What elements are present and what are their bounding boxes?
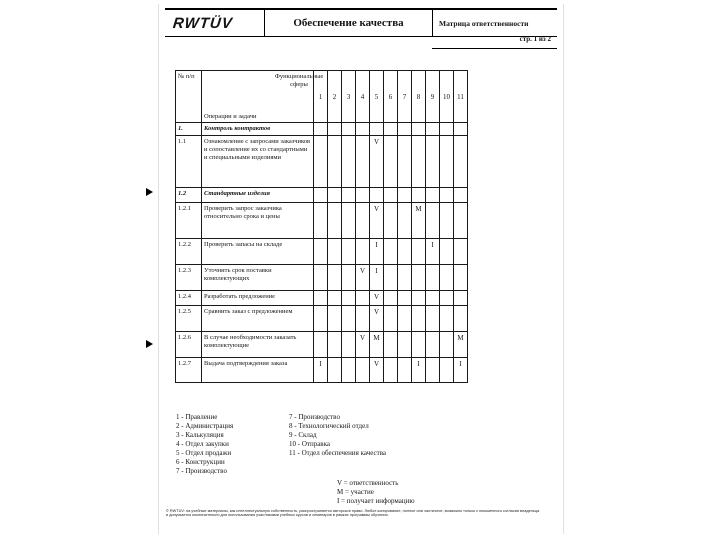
column-number-header: 7 [398,71,412,123]
matrix-cell [398,188,412,203]
matrix-cell [342,123,356,136]
matrix-cell: M [370,332,384,358]
legend-item: 6 - Конструкции [176,458,225,466]
matrix-cell: V [370,203,384,239]
matrix-cell [314,203,328,239]
task-label: Проверить запасы на складе [202,239,314,265]
matrix-cell [440,203,454,239]
column-number-header: 1 [314,71,328,123]
matrix-cell [356,203,370,239]
matrix-cell: M [412,203,426,239]
document-title: Обеспечение качества [293,17,404,29]
matrix-cell: I [314,358,328,383]
column-number-header: 10 [440,71,454,123]
matrix-cell [328,265,342,291]
matrix-cell [314,306,328,332]
responsibility-matrix [175,70,468,383]
table-row [176,265,468,291]
matrix-cell [342,188,356,203]
legend-item: 7 - Производство [176,467,227,475]
fine-print-line: и допускается исключительно для использования участниками учебных курсов и семинаров в рамках программы обучения. [166,513,389,518]
matrix-cell [342,136,356,188]
matrix-cell [440,265,454,291]
legend-item: 3 - Калькуляция [176,431,224,439]
matrix-cell [342,291,356,306]
margin-marker-icon [146,188,153,196]
task-label: Проверить запрос заказчика относительно срока и цены [202,203,314,239]
matrix-cell [440,358,454,383]
matrix-cell [440,136,454,188]
task-label: Контроль контрактов [202,123,314,136]
column-number-header: 9 [426,71,440,123]
matrix-cell [454,188,468,203]
table-row [176,306,468,332]
mark-legend-item: M = участие [337,488,374,496]
matrix-cell [384,188,398,203]
row-number: 1.2.3 [176,265,202,291]
matrix-cell: I [426,239,440,265]
column-number-header: 8 [412,71,426,123]
matrix-cell: V [370,306,384,332]
legend-item: 5 - Отдел продажи [176,449,232,457]
matrix-cell [398,332,412,358]
matrix-cell [440,188,454,203]
matrix-cell [426,358,440,383]
matrix-cell [356,136,370,188]
margin-marker-icon [146,340,153,348]
legend-item: 7 - Производство [289,413,340,421]
matrix-cell [384,332,398,358]
matrix-cell [412,332,426,358]
matrix-cell [412,123,426,136]
matrix-cell [398,239,412,265]
matrix-cell: I [370,239,384,265]
column-number-header: 5 [370,71,384,123]
matrix-cell [314,188,328,203]
matrix-body [176,123,468,383]
matrix-cell [356,291,370,306]
column-number-header: 6 [384,71,398,123]
matrix-cell [356,123,370,136]
matrix-cell [328,332,342,358]
matrix-cell [454,123,468,136]
matrix-cell [398,265,412,291]
matrix-cell: V [356,265,370,291]
legend-item: 4 - Отдел закупки [176,440,229,448]
legend-item: 2 - Администрация [176,422,234,430]
matrix-cell [454,291,468,306]
task-label: Стандартные изделия [202,188,314,203]
matrix-cell [328,358,342,383]
legend-right [289,413,386,458]
matrix-cell [356,239,370,265]
matrix-cell [356,306,370,332]
matrix-cell [384,239,398,265]
matrix-cell [384,291,398,306]
matrix-cell: V [370,136,384,188]
matrix-cell [342,358,356,383]
matrix-cell [440,332,454,358]
matrix-cell [384,203,398,239]
matrix-cell [440,306,454,332]
task-label: Выдача подтверждения заказа [202,358,314,383]
matrix-cell [384,306,398,332]
matrix-cell [328,123,342,136]
matrix-cell [370,123,384,136]
matrix-cell [342,332,356,358]
matrix-cell [454,306,468,332]
rwtuv-logo-text: RWTÜV [172,14,234,32]
row-number: 1.2.4 [176,291,202,306]
matrix-cell [314,332,328,358]
matrix-cell [314,123,328,136]
matrix-cell [412,306,426,332]
matrix-cell: V [370,291,384,306]
matrix-cell [426,291,440,306]
column-number-header: 2 [328,71,342,123]
marks-legend [337,479,415,506]
matrix-cell [454,203,468,239]
column-group-label: Функциональные сферы [274,73,324,88]
matrix-cell [412,239,426,265]
row-number: 1. [176,123,202,136]
matrix-cell [426,203,440,239]
matrix-cell [426,306,440,332]
matrix-cell [314,239,328,265]
matrix-cell [454,265,468,291]
matrix-cell [398,306,412,332]
matrix-cell [370,188,384,203]
table-row [176,332,468,358]
matrix-cell [426,332,440,358]
row-number: 1.2 [176,188,202,203]
table-row [176,123,468,136]
matrix-cell [426,123,440,136]
matrix-cell [440,239,454,265]
table-row [176,203,468,239]
row-number: 1.2.5 [176,306,202,332]
task-label: Уточнить срок поставки комплектующих [202,265,314,291]
matrix-cell [412,265,426,291]
fine-print [166,509,562,518]
matrix-cell: V [370,358,384,383]
matrix-cell [454,239,468,265]
matrix-cell [314,136,328,188]
document-header [165,8,557,37]
matrix-cell [384,136,398,188]
rwtuv-logo [165,10,265,36]
matrix-cell [328,239,342,265]
matrix-cell: M [454,332,468,358]
legend-item: 11 - Отдел обеспечения качества [289,449,387,457]
page-number: стр. 1 из 2 [432,35,557,49]
table-row [176,239,468,265]
task-column-header: Операции и задачи [202,71,314,123]
legend-item: 1 - Правление [176,413,218,421]
task-label: В случае необходимости заказать комплектующие [202,332,314,358]
matrix-cell [398,203,412,239]
matrix-cell [314,265,328,291]
fine-print-line: © RWTÜV: на учебные материалы, как интеллектуальную собственность, распространяется авторское право. Любое копирование, полное или частичное, возможно только с письменного согласия владельца [166,509,540,513]
matrix-cell [328,136,342,188]
column-number-header: 4 [356,71,370,123]
matrix-cell [384,123,398,136]
table-row [176,188,468,203]
mark-legend-item: I = получает информацию [337,497,415,505]
matrix-cell [412,291,426,306]
legend-item: 10 - Отправка [289,440,331,448]
row-number: 1.1 [176,136,202,188]
table-row [176,291,468,306]
table-row [176,358,468,383]
document-subtitle: Матрица ответственности [432,10,557,36]
matrix-cell [342,265,356,291]
matrix-cell [440,291,454,306]
matrix-cell [384,358,398,383]
matrix-cell [328,291,342,306]
matrix-cell [440,123,454,136]
mark-legend-item: V = ответственность [337,479,399,487]
task-label: Ознакомление с запросами заказчиков и сопоставление их со стандартными и специальными изделиями [202,136,314,188]
matrix-cell [454,136,468,188]
matrix-cell [342,203,356,239]
matrix-cell [384,265,398,291]
row-number: 1.2.7 [176,358,202,383]
matrix-cell [398,123,412,136]
matrix-cell: I [370,265,384,291]
row-number: 1.2.6 [176,332,202,358]
column-number-header: 11 [454,71,468,123]
num-column-header: № п/п [176,71,202,123]
matrix-cell [412,136,426,188]
matrix-cell [328,203,342,239]
matrix-cell [356,358,370,383]
column-number-header: 3 [342,71,356,123]
task-label: Разработать предложение [202,291,314,306]
matrix-cell [342,306,356,332]
row-number: 1.2.2 [176,239,202,265]
matrix-cell [398,136,412,188]
task-label: Сравнить заказ с предложением [202,306,314,332]
legend-item: 8 - Технологический отдел [289,422,369,430]
matrix-cell [398,291,412,306]
matrix-cell: I [412,358,426,383]
table-row [176,136,468,188]
matrix-cell [314,291,328,306]
matrix-cell [342,239,356,265]
row-number: 1.2.1 [176,203,202,239]
matrix-cell: I [454,358,468,383]
matrix-cell [426,188,440,203]
matrix-cell [398,358,412,383]
matrix-cell [328,306,342,332]
matrix-cell [328,188,342,203]
matrix-cell [412,188,426,203]
matrix-cell [356,188,370,203]
matrix-cell [426,265,440,291]
matrix-cell [426,136,440,188]
matrix-cell: V [356,332,370,358]
legend-left [176,413,233,476]
legend-item: 9 - Склад [289,431,317,439]
